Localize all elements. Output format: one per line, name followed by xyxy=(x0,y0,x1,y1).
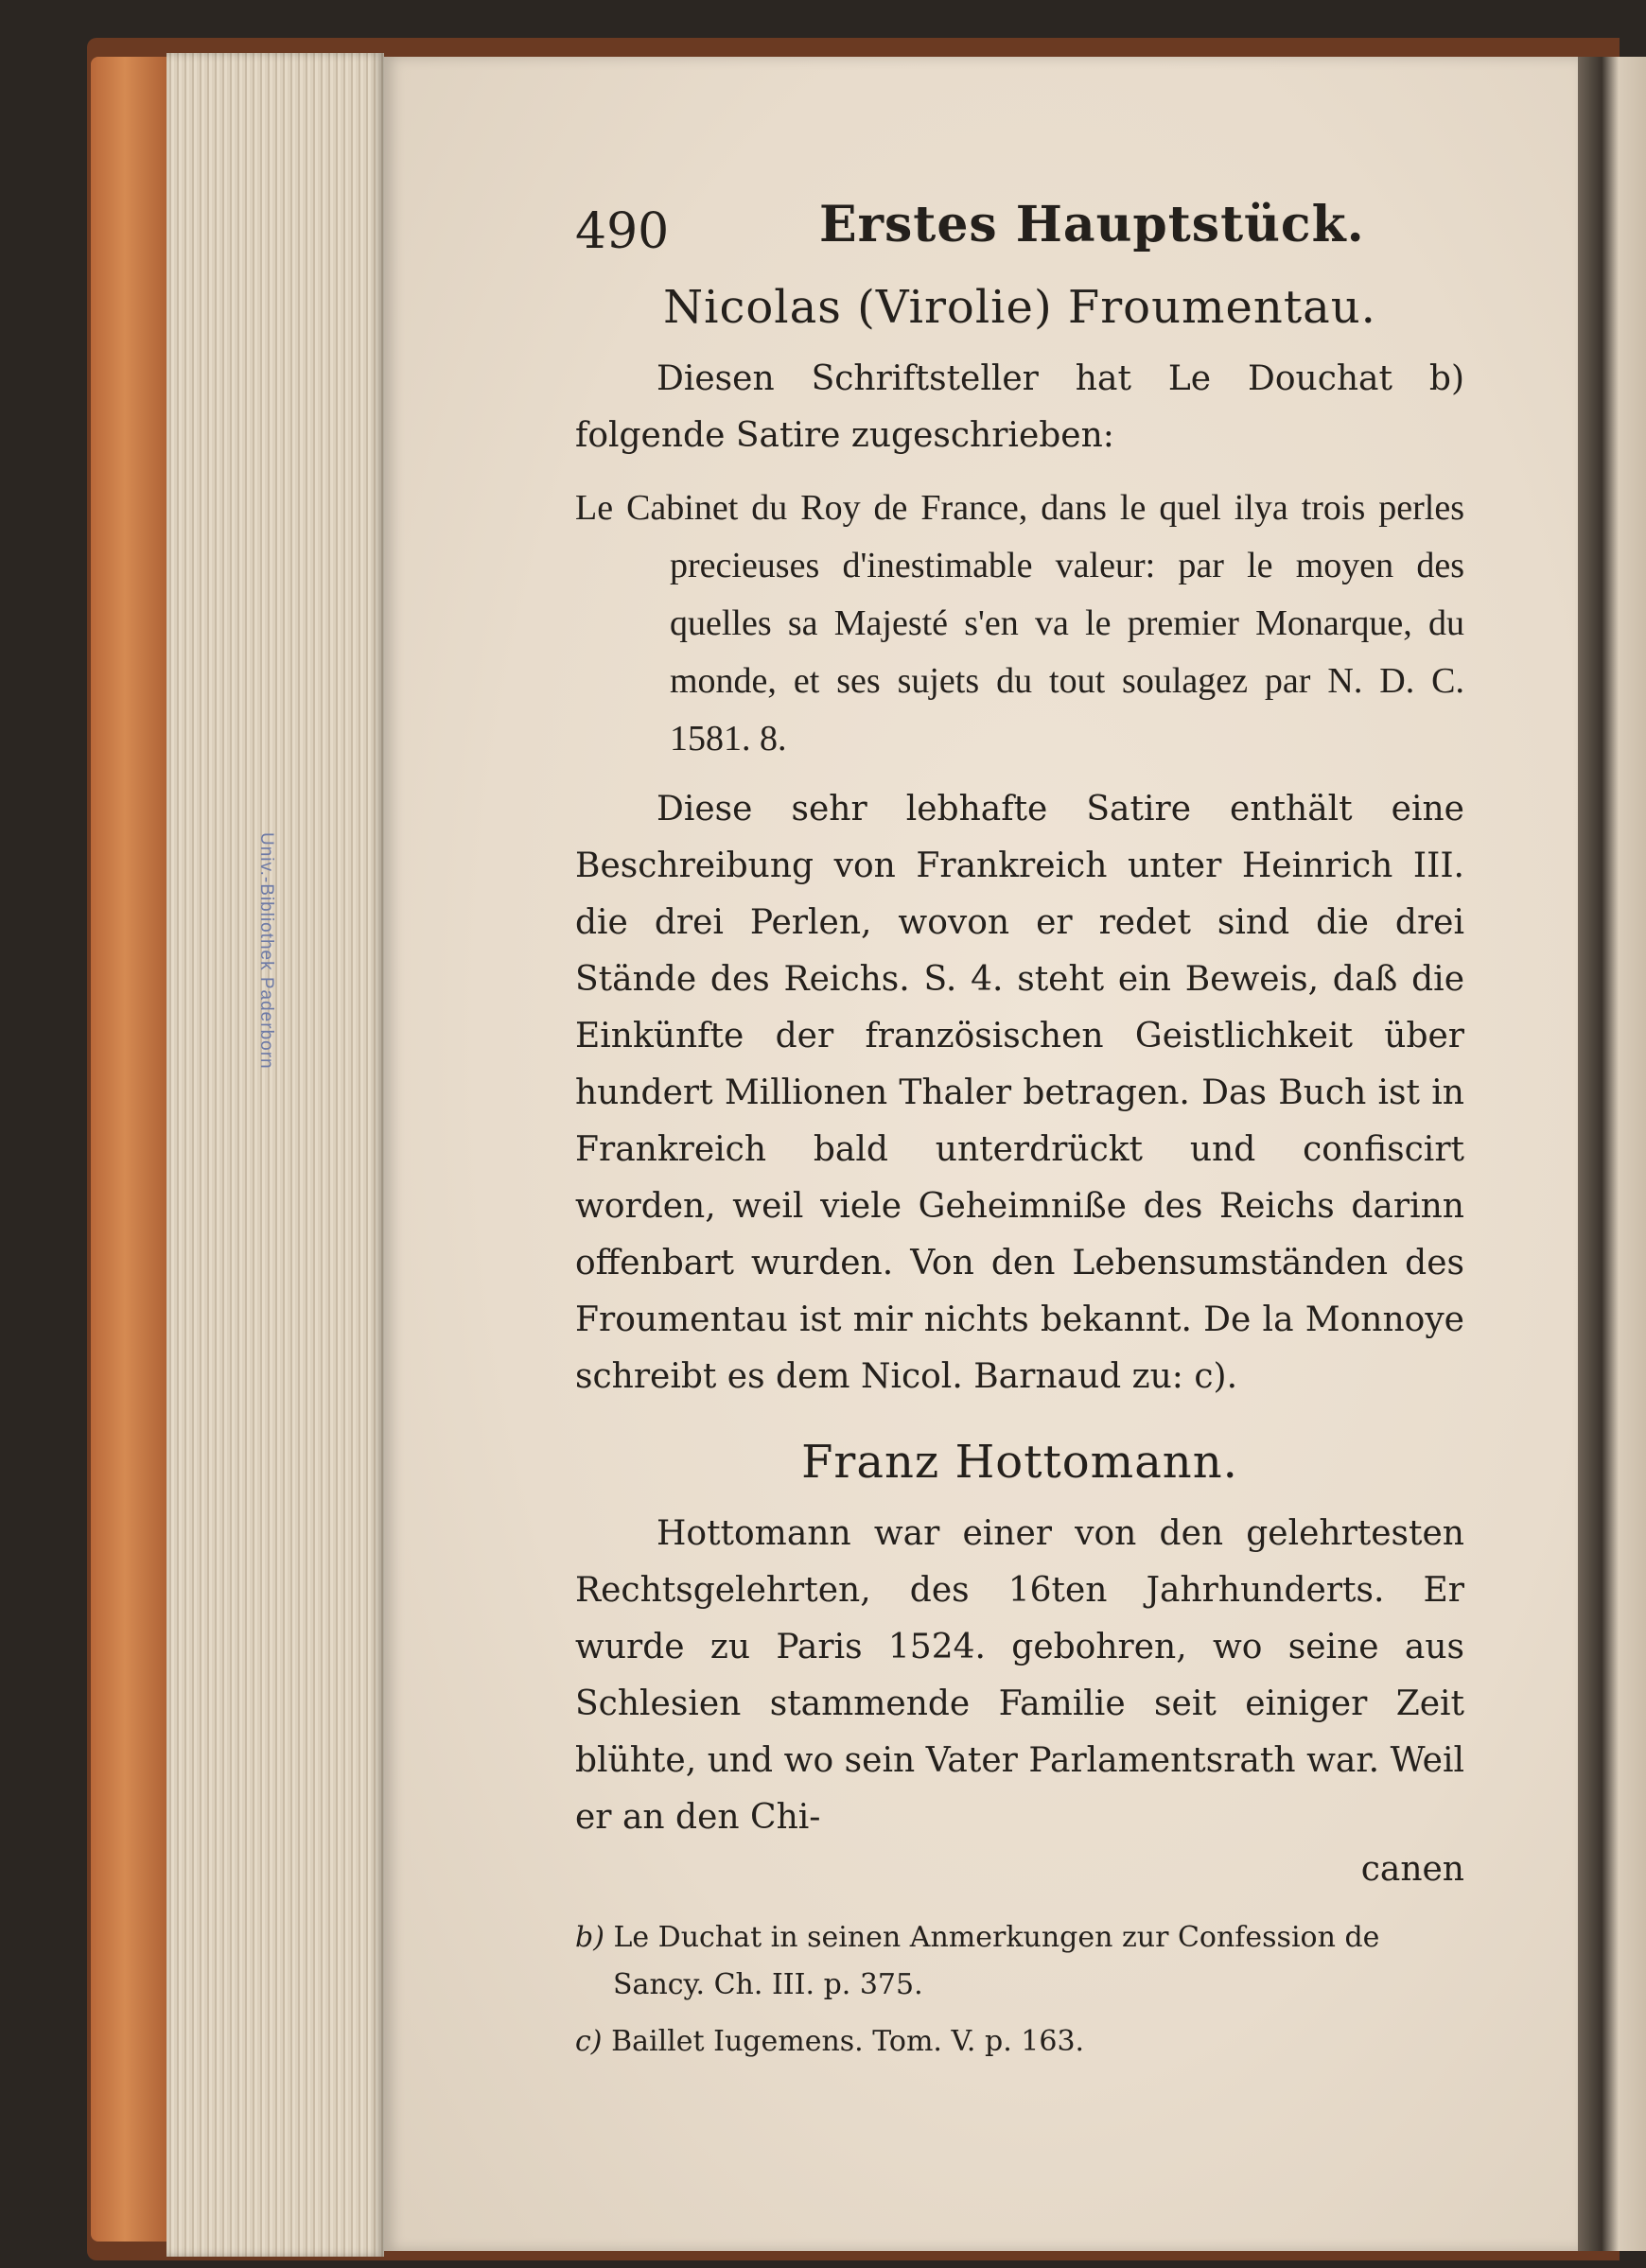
entry-intro: Diesen Schriftsteller hat Le Douchat b) folgende Satire zugeschrieben: xyxy=(575,359,1464,455)
library-stamp: Univ.-Bibliothek Paderborn xyxy=(256,832,276,1070)
entry-body-froumentau: Diese sehr lebhafte Satire enthält eine Beschreibung von Frankreich unter Heinrich III. die drei Perlen, wovon er redet sind die drei Stände des Reichs. S. 4. steht ein Beweis, daß die Einkünfte der französischen Geistlichkeit über hundert Millionen Thaler betragen. Das Buch ist in Frankreich bald unterdrückt und confiscirt worden, weil viele Geheimniße des Reichs darinn offenbart wurden. Von den Lebensumständen des Froumentau ist mir nichts bekannt. De la Monnoye schreibt es dem Nicol. Barnaud zu: c). xyxy=(575,790,1464,1396)
footnote-mark: b) xyxy=(575,1921,604,1954)
cover-edge xyxy=(91,57,176,2242)
page-number: 490 xyxy=(575,203,670,260)
footnote-text: Le Duchat in seinen Anmerkungen zur Confession de Sancy. Ch. III. p. 375. xyxy=(613,1921,1380,2001)
page-stack xyxy=(166,53,384,2257)
entry-body-hottomann: Hottomann war einer von den gelehrtesten Rechtsgelehrten, des 16ten Jahrhunderts. Er wurde zu Paris 1524. gebohren, wo seine aus Schlesien stammende Familie seit einiger Zeit blühte, und wo sein Vater Parlamentsrath war. Weil er an den Chi- xyxy=(575,1514,1464,1837)
page-content xyxy=(575,184,1464,2075)
footnote-text: Baillet Iugemens. Tom. V. p. 163. xyxy=(611,2025,1085,2058)
entry-title-hottomann: Franz Hottomann. xyxy=(801,1436,1238,1489)
footnote-mark: c) xyxy=(575,2025,603,2058)
footnote xyxy=(575,2018,1464,2066)
entry-title-froumentau: Nicolas (Virolie) Froumentau. xyxy=(663,281,1376,334)
facing-page-edge xyxy=(1578,57,1646,2251)
quoted-title: Le Cabinet du Roy de France, dans le quel ilya trois perles precieuses d'inestimable valeur: par le moyen des quelles sa Majesté s'en va le premier Monarque, du monde, et ses sujets du tout soulagez par N. D. C. 1581. 8. xyxy=(575,488,1464,759)
footnotes xyxy=(575,1914,1464,2066)
page-header xyxy=(575,184,1464,270)
running-head: Erstes Hauptstück. xyxy=(819,196,1365,253)
footnote xyxy=(575,1914,1464,2009)
catchword: canen xyxy=(1360,1850,1464,1889)
